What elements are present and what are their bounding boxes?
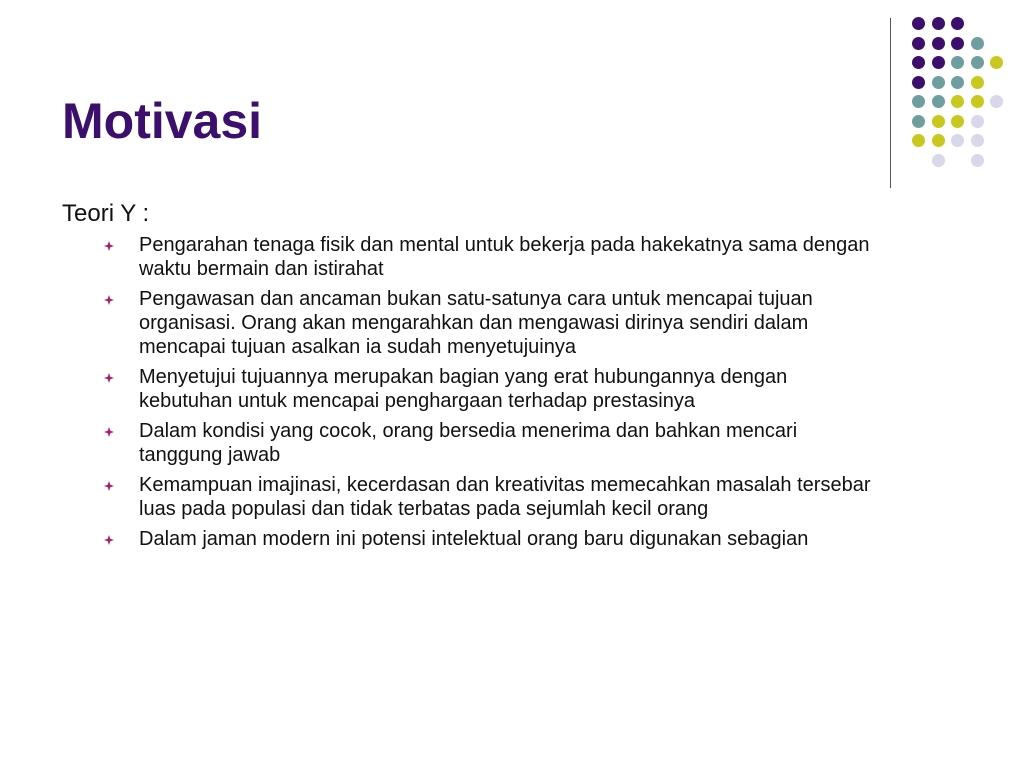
dot-lavender [990, 95, 1003, 108]
diamond-bullet-icon [104, 535, 114, 545]
dot-teal [951, 76, 964, 89]
dot-purple [951, 37, 964, 50]
dot-purple [951, 17, 964, 30]
diamond-bullet-icon [104, 481, 114, 491]
dot-purple [912, 76, 925, 89]
list-item-text: Pengawasan dan ancaman bukan satu-satunya cara untuk mencapai tujuan organisasi. Orang akan mengarahkan dan mengawasi dirinya sendiri dalam mencapai tujuan asalkan ia sudah menyetujuinya [139, 288, 813, 358]
dot-purple [932, 17, 945, 30]
list-item [62, 473, 879, 521]
dot-lavender [971, 134, 984, 147]
dot-yellow [971, 76, 984, 89]
dot-purple [912, 56, 925, 69]
dot-lavender [971, 154, 984, 167]
dot-yellow [951, 95, 964, 108]
dot-teal [971, 56, 984, 69]
dot-purple [932, 56, 945, 69]
dot-lavender [951, 134, 964, 147]
dot-purple [912, 37, 925, 50]
diamond-bullet-icon [104, 295, 114, 305]
dot-yellow [951, 115, 964, 128]
diamond-bullet-icon [104, 241, 114, 251]
list-item-text: Pengarahan tenaga fisik dan mental untuk bekerja pada hakekatnya sama dengan waktu bermain dan istirahat [139, 234, 870, 280]
list-item [62, 287, 879, 359]
dot-teal [951, 56, 964, 69]
dot-yellow [912, 134, 925, 147]
section-heading: Teori Y : [62, 200, 150, 227]
dot-teal [932, 95, 945, 108]
list-item-text: Menyetujui tujuannya merupakan bagian yang erat hubungannya dengan kebutuhan untuk mencapai penghargaan terhadap prestasinya [139, 366, 788, 412]
dot-teal [932, 76, 945, 89]
bullet-list [62, 233, 962, 551]
list-item [62, 233, 879, 281]
title-divider [890, 18, 891, 188]
dot-purple [932, 37, 945, 50]
list-item-text: Dalam jaman modern ini potensi intelektual orang baru digunakan sebagian [139, 528, 809, 550]
dot-lavender [971, 115, 984, 128]
list-item-text: Kemampuan imajinasi, kecerdasan dan kreativitas memecahkan masalah tersebar luas pada populasi dan tidak terbatas pada sejumlah kecil orang [139, 474, 871, 520]
dot-purple [912, 17, 925, 30]
dot-yellow [971, 95, 984, 108]
diamond-bullet-icon [104, 373, 114, 383]
dot-teal [912, 95, 925, 108]
dot-yellow [932, 115, 945, 128]
list-item [62, 527, 879, 551]
list-item-text: Dalam kondisi yang cocok, orang bersedia menerima dan bahkan mencari tanggung jawab [139, 420, 798, 466]
slide-body [62, 199, 962, 557]
dot-yellow [932, 134, 945, 147]
dot-lavender [932, 154, 945, 167]
list-item [62, 419, 879, 467]
diamond-bullet-icon [104, 427, 114, 437]
slide-title: Motivasi [62, 93, 263, 149]
list-item [62, 365, 879, 413]
dot-yellow [990, 56, 1003, 69]
dot-teal [912, 115, 925, 128]
dot-teal [971, 37, 984, 50]
